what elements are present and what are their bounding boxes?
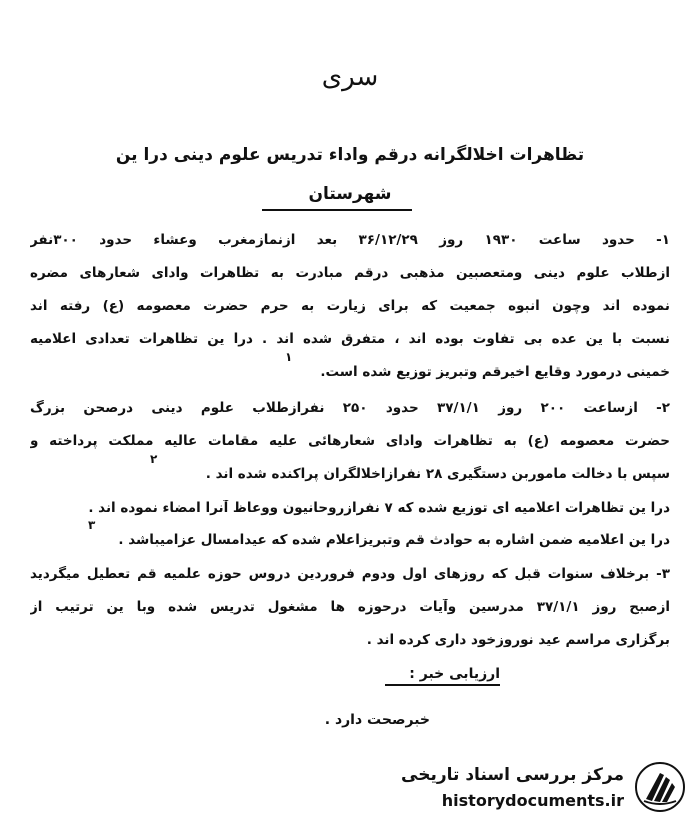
paragraph-3-line-1: درا ین تظاهرات اعلامیه ای توزیع شده که ۷ نفرازروحانیون ووعاظ آنرا امضاء نموده اند . (88, 500, 670, 516)
paragraph-1-line-4: نسبت با ین عده بی تفاوت بوده اند ، متفرق شده اند . درا ین تظاهرات تعدادی اعلامیه (30, 331, 670, 347)
classification-label: سری (321, 62, 379, 92)
footnote-mark-1: ۱ (285, 350, 293, 364)
archive-watermark (396, 761, 686, 819)
watermark-title: مرکز بررسی اسناد تاریخی (401, 765, 624, 785)
paragraph-1-line-1: ۱- حدود ساعت ۱۹۳۰ روز ۳۶/۱۲/۲۹ بعد ازنمازمغرب وعشاء حدود ۳۰۰نفر (30, 232, 670, 248)
paragraph-4-line-2: ازصبح روز ۳۷/۱/۱ مدرسین وآیات درحوزه ها مشغول تدریس شده وبا ین ترتیب از (30, 599, 670, 615)
paragraph-2-line-3: سپس با دخالت ماموربن دستگیری ۲۸ نفرازاخلالگران پراکنده شده اند . (205, 466, 670, 482)
paragraph-1-line-5: خمینی درمورد وقایع اخیرقم وتبریز توزیع شده است. (320, 364, 670, 380)
document-title: تظاهرات اخلالگرانه درقم واداء تدریس علوم دینی درا ین (115, 145, 585, 165)
source-evaluation-underline (385, 684, 500, 686)
book-fan-icon (634, 761, 686, 813)
footnote-mark-3: ۳ (88, 518, 96, 532)
paragraph-1-line-2: ازطلاب علوم دینی ومتعصبین مذهبی درقم مبادرت به تظاهرات وادای شعارهای مضره (30, 265, 670, 281)
paragraph-4-line-1: ۳- برخلاف سنوات قبل که روزهای اول ودوم فروردین دروس حوزه علمیه قم تعطیل میگردید (30, 566, 670, 582)
paragraph-4-line-3: برگزاری مراسم عید نوروزخود داری کرده اند . (366, 632, 670, 648)
city-heading: شهرستان (308, 184, 392, 204)
paragraph-1-line-3: نموده اند وچون انبوه جمعیت که برای زیارت به حرم حضرت معصومه (ع) رفته اند (30, 298, 670, 314)
footnote-mark-2: ۲ (150, 452, 158, 466)
paragraph-2-line-2: حضرت معصومه (ع) به تظاهرات وادای شعارهائی علیه مقامات عالیه مملکت پرداخته و (30, 433, 670, 449)
source-evaluation-note: خبرصحت دارد . (324, 712, 430, 728)
paragraph-3-line-2: درا ین اعلامیه ضمن اشاره به حوادث قم وتبریزاعلام شده که عیدامسال عزامیباشد . (118, 532, 670, 548)
paragraph-2-line-1: ۲- ازساعت ۲۰۰ روز ۳۷/۱/۱ حدود ۲۵۰ نفرازطلاب علوم دینی درصحن بزرگ (30, 400, 670, 416)
source-evaluation-heading: ارزیابی خبر : (409, 666, 500, 682)
city-underline (262, 209, 412, 211)
watermark-url[interactable]: historydocuments.ir (441, 791, 624, 810)
